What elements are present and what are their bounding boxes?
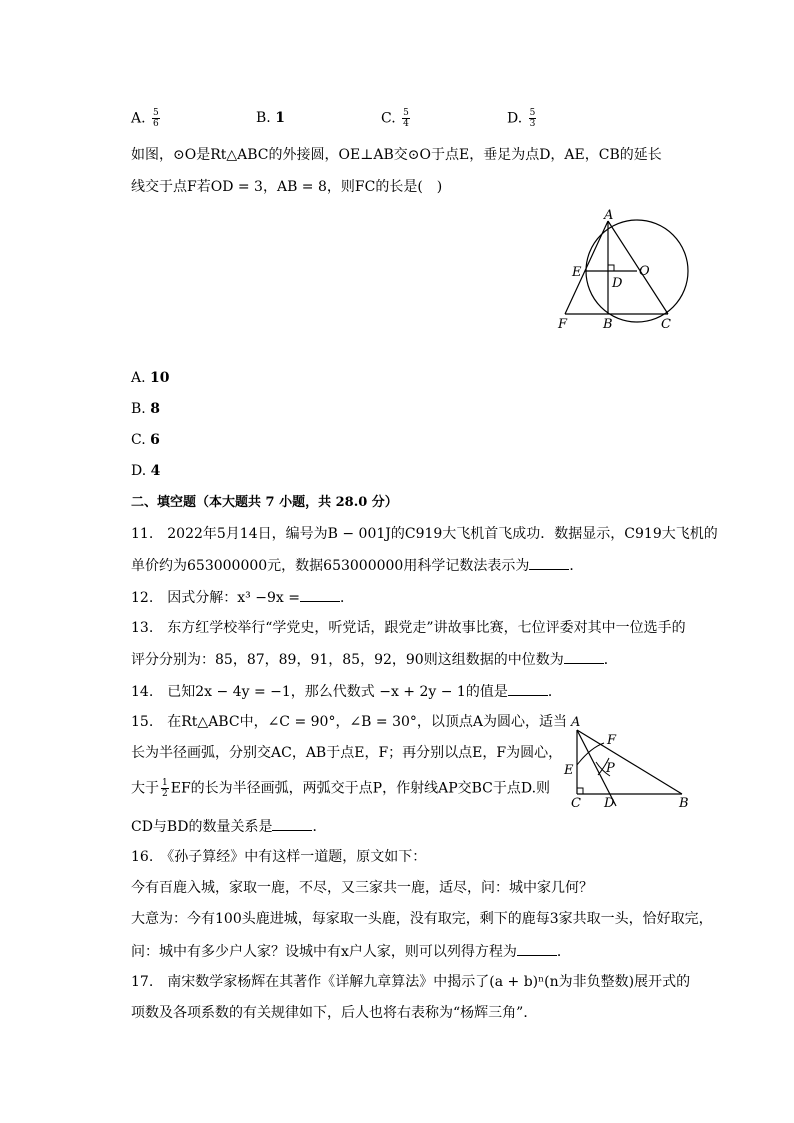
- q12-answer-blank[interactable]: [300, 587, 340, 602]
- q15-figure: [560, 712, 700, 812]
- q16-line4: 问：城中有多少户人家？设城中有x户人家，则可以列得方程为 ．: [131, 941, 571, 962]
- q13-answer-blank[interactable]: [564, 649, 604, 664]
- q16-line1: 16. 《孙子算经》中有这样一道题，原文如下：: [131, 849, 427, 865]
- q15-fraction: $\frac{1}{2}$: [162, 778, 168, 799]
- q10-figure: [550, 205, 700, 335]
- q13-line2: 评分分别为：85，87，89，91，85，92，90则这组数据的中位数为 ．: [131, 649, 618, 670]
- q15-label-e: E: [564, 763, 574, 778]
- q16-answer-blank[interactable]: [517, 941, 557, 956]
- q15-label-c: C: [571, 796, 581, 811]
- q15-label-d: D: [604, 796, 615, 811]
- q9-option-c: C. $\frac{5}{4}$: [381, 108, 409, 129]
- q10-label-o: O: [639, 264, 650, 279]
- q10-label-c: C: [661, 317, 671, 332]
- q15-line3: 大于 $\frac{1}{2}$ EF的长为半径画弧，两弧交于点P，作射线AP交BC于点D.则: [131, 778, 551, 799]
- q10-option-b: B. 8: [131, 401, 160, 417]
- q15-line4: CD与BD的数量关系是 ．: [131, 816, 326, 837]
- q15-label-a: A: [571, 715, 581, 730]
- q9-option-b: B. 1: [256, 110, 285, 126]
- q17-line2: 项数及各项系数的有关规律如下，后人也将右表称为“杨辉三角”．: [131, 1005, 538, 1021]
- q15-label-b: B: [679, 796, 689, 811]
- q15-label-f: F: [607, 733, 617, 748]
- q15-label-p: P: [606, 761, 615, 776]
- q9-option-d: D. $\frac{5}{3}$: [507, 108, 536, 129]
- q16-line2: 今有百鹿入城，家取一鹿，不尽，又三家共一鹿，适尽，问：城中家几何？: [131, 880, 593, 896]
- q14-line: 14. 已知2x − 4y = −1，那么代数式 −x + 2y − 1的值是 ．: [131, 681, 562, 702]
- q10-option-d: D. 4: [131, 463, 161, 479]
- q10-option-a: A. 10: [131, 370, 170, 386]
- q9-option-a-fraction: $\frac{5}{6}$: [153, 108, 159, 129]
- section-title: 二、填空题（本大题共 7 小题，共 28.0 分）: [131, 495, 398, 510]
- q10-label-e: E: [572, 265, 582, 280]
- q15-line2: 长为半径画弧，分别交AC，AB于点E，F；再分别以点E，F为圆心，: [131, 745, 563, 761]
- q17-line1: 17. 南宋数学家杨辉在其著作《详解九章算法》中揭示了(a + b)ⁿ(n为非负整数)展开式的: [131, 974, 691, 990]
- q11-line1: 11. 2022年5月14日，编号为B − 001J的C919大飞机首飞成功．数据显示，C919大飞机的: [131, 526, 718, 542]
- q12-line: 12. 因式分解：x³ −9x = ．: [131, 587, 354, 608]
- q15-line1: 15. 在Rt△ABC中，∠C = 90°，∠B = 30°，以顶点A为圆心，适当: [131, 714, 568, 730]
- q15-answer-blank[interactable]: [272, 816, 312, 831]
- q16-line3: 大意为：今有100头鹿进城，每家取一头鹿，没有取完，剩下的鹿每3家共取一头，恰好取完，: [131, 911, 713, 927]
- q13-line1: 13. 东方红学校举行“学党史，听党话，跟党走”讲故事比赛，七位评委对其中一位选手的: [131, 620, 686, 636]
- q10-label-f: F: [558, 317, 568, 332]
- q9-option-a: A. $\frac{5}{6}$: [131, 108, 159, 129]
- q14-answer-blank[interactable]: [508, 681, 548, 696]
- q9-option-d-fraction: $\frac{5}{3}$: [529, 108, 536, 129]
- q10-label-a: A: [604, 208, 614, 223]
- q10-option-c: C. 6: [131, 432, 160, 448]
- q9-option-c-fraction: $\frac{5}{4}$: [403, 108, 409, 129]
- q10-label-b: B: [603, 317, 613, 332]
- q11-answer-blank[interactable]: [529, 555, 569, 570]
- q10-line1: 如图，⊙O是Rt△ABC的外接圆，OE⊥AB交⊙O于点E，垂足为点D，AE，CB的延长: [131, 147, 662, 163]
- q11-line2: 单价约为653000000元，数据653000000用科学记数法表示为 ．: [131, 555, 583, 576]
- q10-label-d: D: [612, 276, 623, 291]
- q10-line2: 线交于点F若OD = 3，AB = 8，则FC的长是( ): [131, 179, 443, 195]
